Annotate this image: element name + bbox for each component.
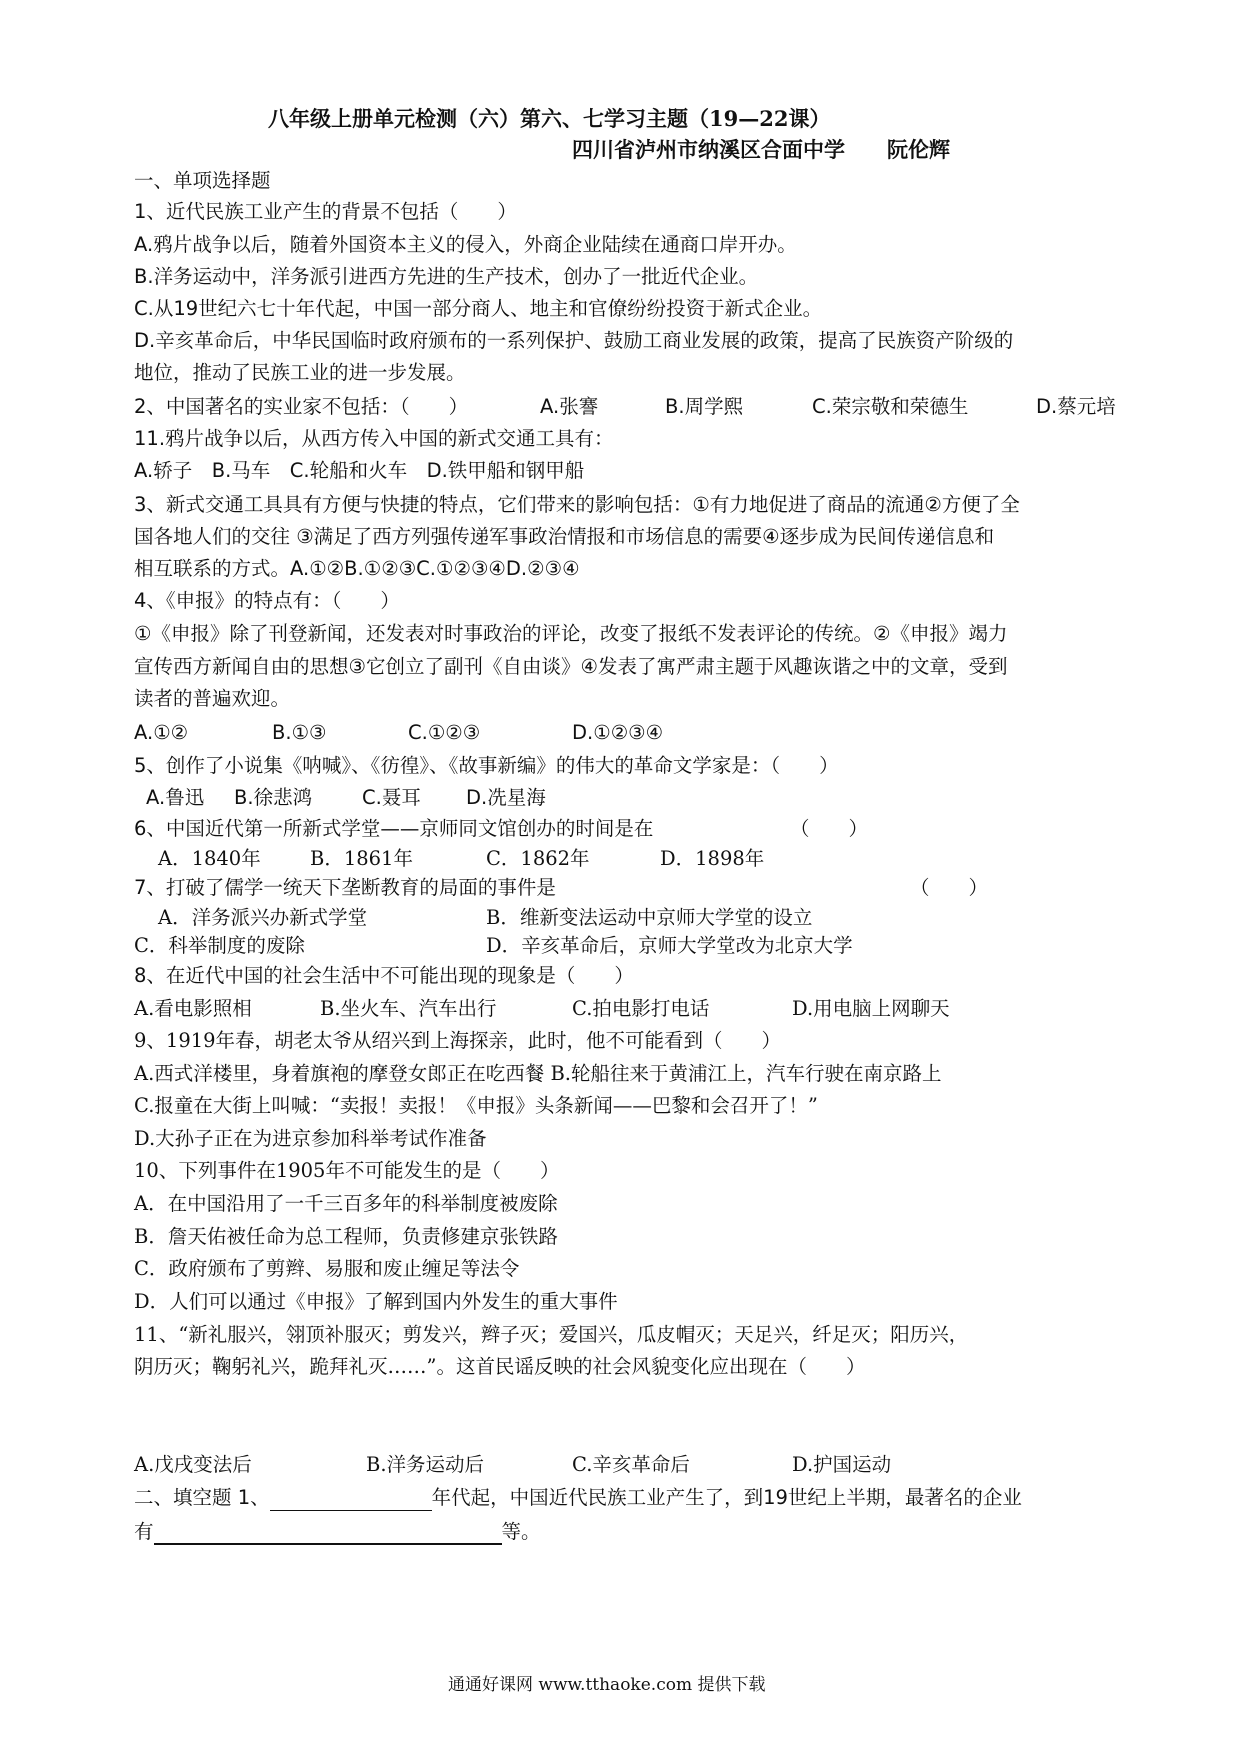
option-a: A.看电影照相	[134, 997, 252, 1020]
option-d: D.蔡元培	[1036, 395, 1116, 418]
question-stem: 3、新式交通工具具有方便与快捷的特点，它们带来的影响包括：①有力地促进了商品的流通②方便了全	[134, 493, 1020, 516]
option-text: D.大孙子正在为进京参加科举考试作准备	[134, 1127, 487, 1150]
question-stem: 6、中国近代第一所新式学堂——京师同文馆创办的时间是在	[134, 817, 654, 840]
option-text: 地位，推动了民族工业的进一步发展。	[134, 361, 466, 384]
question-stem: 相互联系的方式。A.①②B.①②③C.①②③④D.②③④	[134, 557, 580, 580]
option-d: D．辛亥革命后，京师大学堂改为北京大学	[486, 934, 853, 957]
fill-blank-suffix: 等。	[501, 1520, 541, 1543]
question-stem: 国各地人们的交往 ③满足了西方列强传递军事政治情报和市场信息的需要④逐步成为民间传递信息和	[134, 525, 995, 548]
option-text: D．人们可以通过《申报》了解到国内外发生的重大事件	[134, 1290, 618, 1313]
question-stem: 5、创作了小说集《呐喊》、《彷徨》、《故事新编》的伟大的革命文学家是：（ ）	[134, 754, 839, 777]
option-a: A．1840年	[158, 847, 261, 870]
fill-blank-question	[134, 1485, 1022, 1511]
exam-author: 四川省泸州市纳溪区合面中学 阮伦辉	[572, 137, 950, 162]
question-stem: 8、在近代中国的社会生活中不可能出现的现象是（ ）	[134, 964, 634, 987]
option-b: B．维新变法运动中京师大学堂的设立	[486, 906, 813, 929]
option-a: A.①②	[134, 721, 189, 744]
option-text: B.洋务运动中，洋务派引进西方先进的生产技术，创办了一批近代企业。	[134, 265, 759, 288]
answer-blank[interactable]	[154, 1523, 502, 1545]
question-stem: 读者的普遍欢迎。	[134, 687, 291, 710]
option-c: C．1862年	[486, 847, 590, 870]
option-b: B.坐火车、汽车出行	[320, 997, 497, 1020]
option-text: A．在中国沿用了一千三百多年的科举制度被废除	[134, 1192, 558, 1215]
option-d: D.护国运动	[792, 1453, 892, 1476]
option-a: A.戊戌变法后	[134, 1453, 252, 1476]
question-stem: 1、近代民族工业产生的背景不包括（ ）	[134, 200, 517, 223]
option-a: A.鲁迅	[146, 786, 205, 809]
option-b: B．1861年	[310, 847, 413, 870]
answer-blank[interactable]	[270, 1490, 432, 1511]
question-stem: 11、“新礼服兴，翎顶补服灭；剪发兴，辫子灭；爱国兴，瓜皮帽灭；天足兴，纤足灭；阳历兴，	[134, 1323, 969, 1346]
question-stem: 10、下列事件在1905年不可能发生的是（ ）	[134, 1159, 560, 1182]
option-c: C.聂耳	[362, 786, 421, 809]
footer-credit: 通通好课网 www.tthaoke.com 提供下载	[448, 1675, 766, 1695]
question-stem: 宣传西方新闻自由的思想③它创立了副刊《自由谈》④发表了寓严肃主题于风趣诙谐之中的文章，受到	[134, 655, 1008, 678]
option-b: B.①③	[272, 721, 327, 744]
fill-blank-question	[134, 1519, 541, 1545]
option-text: D.辛亥革命后，中华民国临时政府颁布的一系列保护、鼓励工商业发展的政策，提高了民族资产阶级的	[134, 329, 1014, 352]
section-heading: 一、单项选择题	[134, 169, 271, 192]
option-text: A.轿子 B.马车 C.轮船和火车 D.铁甲船和钢甲船	[134, 459, 585, 482]
option-c: C．科举制度的废除	[134, 934, 305, 957]
question-stem: 阴历灭；鞠躬礼兴，跪拜礼灭……”。这首民谣反映的社会风貌变化应出现在（ ）	[134, 1355, 866, 1378]
option-text: C.从19世纪六七十年代起，中国一部分商人、地主和官僚纷纷投资于新式企业。	[134, 297, 823, 320]
fill-blank-text: 年代起，中国近代民族工业产生了，到19世纪上半期，最著名的企业	[431, 1486, 1022, 1509]
option-b: B.徐悲鸿	[234, 786, 313, 809]
option-text: A.鸦片战争以后，随着外国资本主义的侵入，外商企业陆续在通商口岸开办。	[134, 233, 797, 256]
question-stem: 9、1919年春，胡老太爷从绍兴到上海探亲，此时，他不可能看到（ ）	[134, 1029, 782, 1052]
option-c: C.①②③	[408, 721, 481, 744]
fill-blank-prefix: 二、填空题 1、	[134, 1486, 270, 1509]
fill-blank-prefix: 有	[134, 1520, 154, 1543]
option-text: B．詹天佑被任命为总工程师，负责修建京张铁路	[134, 1225, 558, 1248]
option-d: D.冼星海	[466, 786, 546, 809]
option-b: B.洋务运动后	[366, 1453, 485, 1476]
question-stem: 11.鸦片战争以后，从西方传入中国的新式交通工具有：	[134, 427, 614, 450]
option-text: C.报童在大街上叫喊：“卖报！卖报！《申报》头条新闻——巴黎和会召开了！”	[134, 1094, 818, 1117]
question-stem: 4、《申报》的特点有：（ ）	[134, 589, 400, 612]
option-a: A．洋务派兴办新式学堂	[158, 906, 368, 929]
question-stem: ①《申报》除了刊登新闻，还发表对时事政治的评论，改变了报纸不发表评论的传统。②《申报》竭力	[134, 622, 1008, 645]
exam-title: 八年级上册单元检测（六）第六、七学习主题（19—22课）	[268, 106, 831, 131]
option-text: C．政府颁布了剪辫、易服和废止缠足等法令	[134, 1257, 520, 1280]
answer-paren: （ ）	[790, 817, 869, 840]
option-d: D.①②③④	[572, 721, 664, 744]
option-a: A.张謇	[540, 395, 599, 418]
question-stem: 7、打破了儒学一统天下垄断教育的局面的事件是	[134, 876, 556, 899]
option-d: D．1898年	[660, 847, 765, 870]
option-c: C.辛亥革命后	[572, 1453, 690, 1476]
answer-paren: （ ）	[910, 876, 989, 899]
question-stem: 2、中国著名的实业家不包括：（ ）	[134, 395, 469, 418]
option-d: D.用电脑上网聊天	[792, 997, 950, 1020]
option-text: A.西式洋楼里，身着旗袍的摩登女郎正在吃西餐 B.轮船往来于黄浦江上，汽车行驶在南京路上	[134, 1062, 942, 1085]
option-b: B.周学熙	[665, 395, 744, 418]
option-c: C.荣宗敬和荣德生	[812, 395, 969, 418]
option-c: C.拍电影打电话	[572, 997, 710, 1020]
